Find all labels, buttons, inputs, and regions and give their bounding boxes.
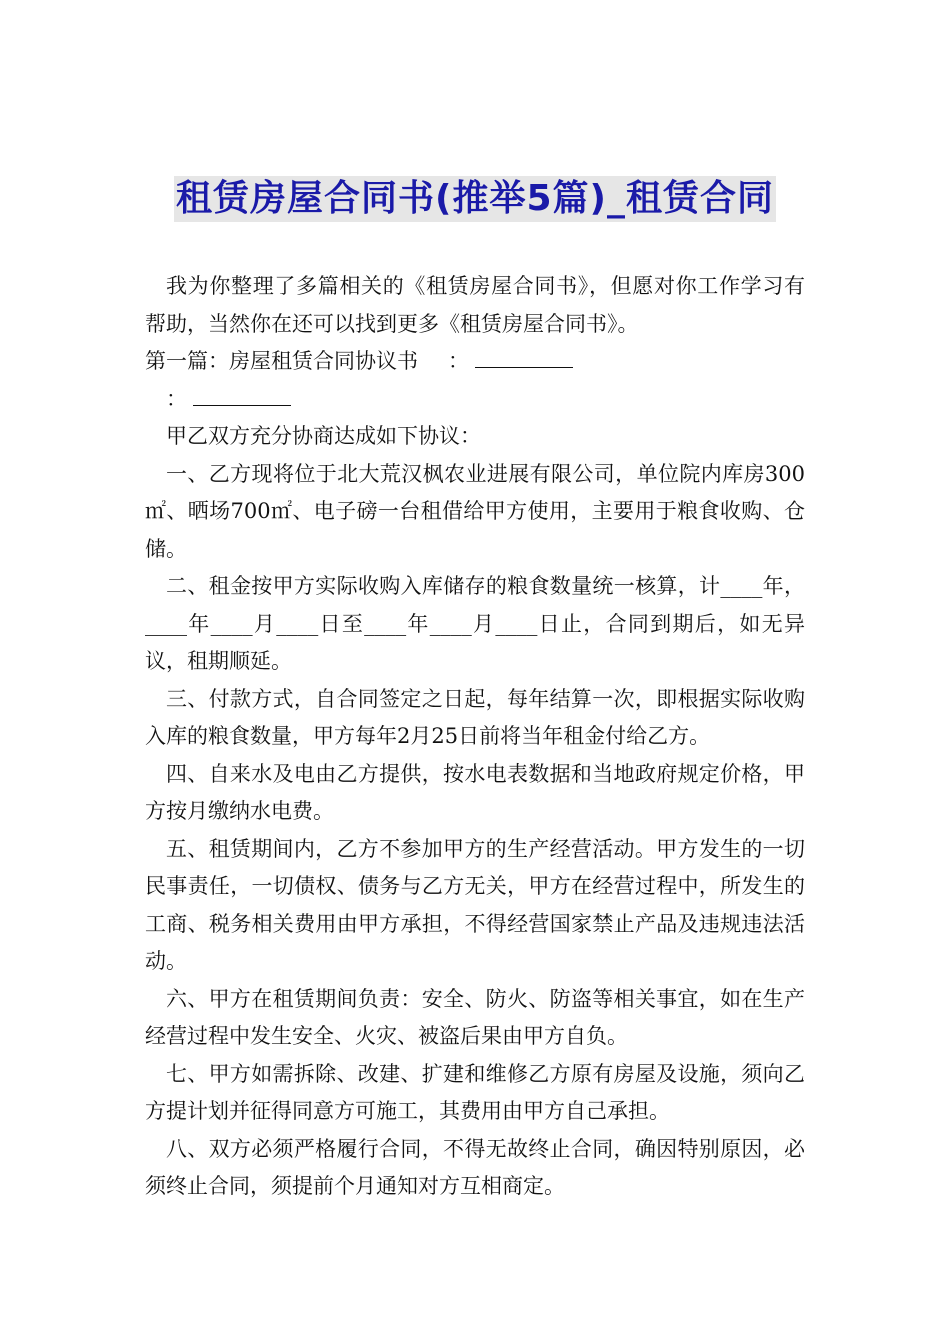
intro-paragraph: 我为你整理了多篇相关的《租赁房屋合同书》，但愿对你工作学习有帮助，当然你在还可以找到更多《租赁房屋合同书》。 [145,274,805,336]
clause-1: 一、乙方现将位于北大荒汉枫农业进展有限公司，单位院内库房300㎡、晒场700㎡、电子磅一台租借给甲方使用，主要用于粮食收购、仓储。 [145,461,805,561]
document-body [145,268,805,1206]
clause-7: 七、甲方如需拆除、改建、扩建和维修乙方原有房屋及设施，须向乙方提计划并征得同意方可施工，其费用由甲方自己承担。 [145,1061,805,1123]
section-heading-line [145,343,805,381]
party-a-colon: ： [448,349,469,373]
clause-2: 二、租金按甲方实际收购入库储存的粮食数量统一核算，计____年，____年____月____日至____年____月____日止，合同到期后，如无异议，租期顺延。 [145,574,805,673]
clause-5: 五、租赁期间内，乙方不参加甲方的生产经营活动。甲方发生的一切民事责任，一切债权、债务与乙方无关，甲方在经营过程中，所发生的工商、税务相关费用由甲方承担，不得经营国家禁止产品及违规违法活动。 [145,836,805,973]
clause-3: 三、付款方式，自合同签定之日起，每年结算一次，即根据实际收购入库的粮食数量，甲方每年2月25日前将当年租金付给乙方。 [145,686,805,748]
title-container [0,176,950,222]
party-b-colon: ： [166,386,187,411]
clause-4: 四、自来水及电由乙方提供，按水电表数据和当地政府规定价格，甲方按月缴纳水电费。 [145,761,805,823]
clause-6: 六、甲方在租赁期间负责：安全、防火、防盗等相关事宜，如在生产经营过程中发生安全、火灾、被盗后果由甲方自负。 [145,986,805,1048]
party-b-line [145,381,805,419]
party-b-blank [193,404,291,406]
section-heading: 第一篇：房屋租赁合同协议书 [145,349,418,373]
document-title: 租赁房屋合同书(推举5篇)_租赁合同 [174,176,776,222]
clause-8: 八、双方必须严格履行合同，不得无故终止合同，确因特别原因，必须终止合同，须提前个月通知对方互相商定。 [145,1136,805,1198]
agreement-intro: 甲乙双方充分协商达成如下协议： [166,424,481,448]
party-a-blank [475,366,573,368]
